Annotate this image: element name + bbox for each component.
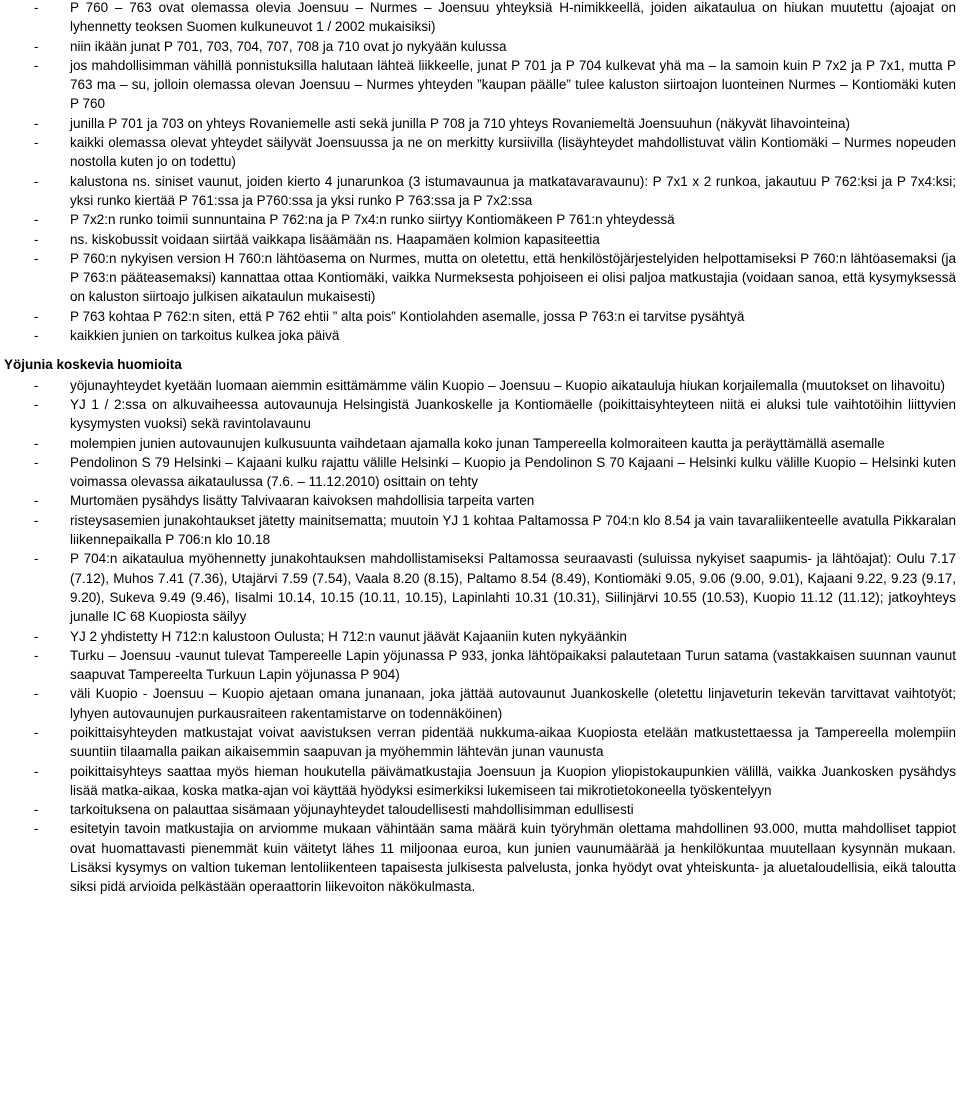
list-item-text: Turku – Joensuu -vaunut tulevat Tampereelle Lapin yöjunassa P 933, jonka lähtöpaikaksi palautetaan Turun satama (vastakkaisen suunnan vaunut saapuvat Tampereelta Turkuun Lapin yöjunassa P 904): [70, 647, 956, 683]
list-item: [0, 307, 960, 326]
bullet-dash: -: [34, 250, 39, 266]
list-item: [0, 684, 960, 723]
bullet-dash: -: [34, 628, 39, 644]
list-item: [0, 511, 960, 550]
bullet-dash: -: [34, 724, 39, 740]
bullet-dash: -: [34, 435, 39, 451]
bullet-dash: -: [34, 308, 39, 324]
list-item: [0, 819, 960, 896]
list-item-text: P 760 – 763 ovat olemassa olevia Joensuu – Nurmes – Joensuu yhteyksiä H-nimikkeellä, joiden aikataulua on hiukan muutettu (ajoajat on lyhennetty teoksen Suomen kulkuneuvot 1 / 2002 mukaisiksi): [70, 0, 956, 35]
list-item: [0, 210, 960, 229]
list-item-text: yöjunayhteydet kyetään luomaan aiemmin esittämämme välin Kuopio – Joensuu – Kuopio aikatauluja hiukan korjailemalla (muutokset on lihavoitu): [70, 377, 945, 393]
list-item-text: jos mahdollisimman vähillä ponnistuksilla halutaan lähteä liikkeelle, junat P 701 ja P 704 kulkevat yhä ma – la samoin kuin P 7x2 ja P 7x1, mutta P 763 ma – su, jolloin olemassa olevan Joensuu – Nurmes yhteyden ”kaupan päälle” tulee kaluston siirtoajon luonteinen Nurmes – Kontiomäki kuten P 760: [70, 57, 956, 112]
list-item: [0, 230, 960, 249]
list-item-text: esitetyin tavoin matkustajia on arviomme mukaan vähintään sama määrä kuin työryhmän olettama mahdollinen 93.000, mutta mahdolliset tappiot ovat huomattavasti pienemmät kuin väitetyt lähes 11 miljoonaa euroa, kun junien vaunumäärää ja henkilökuntaa muutellaan kysynnän mukaan. Lisäksi kysymys on valtion tukeman lentoliikenteen tapaisesta julkisesta palvelusta, jonka hyödyt ovat yhteiskunta- ja aluetaloudellisia, eikä taloutta siksi pidä arvioida pelkästään operaattorin liikevoiton näkökulmasta.: [70, 821, 956, 895]
section1-list: [0, 0, 960, 345]
list-item-text: poikittaisyhteys saattaa myös hieman houkutella päivämatkustajia Joensuun ja Kuopion yliopistokaupunkien välillä, vaikka Juankosken pysähdys lisää matka-aikaa, koska matka-ajan voi käyttää hyödyksi esimerkiksi lukemiseen tai mikrotietokoneella työskentelyyn: [70, 763, 956, 798]
bullet-dash: -: [34, 647, 39, 663]
list-item: [0, 37, 960, 56]
list-item-text: poikittaisyhteyden matkustajat voivat aavistuksen verran pidentää nukkuma-aikaa Kuopiosta etelään matkustettaessa ja Tampereella molempiin suuntiin tilaamalla paikan aikaisemmin saapuvan ja myöhemmin lähtevän junan vaunusta: [70, 724, 956, 760]
list-item: [0, 249, 960, 307]
bullet-dash: -: [34, 493, 39, 509]
list-item-text: tarkoituksena on palauttaa sisämaan yöjunayhteydet taloudellisesti mahdollisimman edullisesti: [70, 802, 634, 818]
list-item: [0, 56, 960, 114]
bullet-dash: -: [34, 115, 39, 131]
list-item: [0, 723, 960, 762]
list-item: [0, 133, 960, 172]
list-item: [0, 376, 960, 395]
list-item-text: kaikkien junien on tarkoitus kulkea joka päivä: [70, 328, 340, 344]
list-item: [0, 627, 960, 646]
list-item: [0, 491, 960, 510]
section2-list: [0, 376, 960, 897]
bullet-dash: -: [34, 821, 39, 837]
list-item: [0, 800, 960, 819]
bullet-dash: -: [34, 551, 39, 567]
list-item-text: kaikki olemassa olevat yhteydet säilyvät Joensuussa ja ne on merkitty kursiivilla (lisäyhteydet mahdollistuvat välin Kontiomäki – Nurmes nopeuden nostolla kuten jo on todettu): [70, 135, 956, 170]
list-item-text: kalustona ns. siniset vaunut, joiden kierto 4 junarunkoa (3 istumavaunua ja matkatavaravaunu): P 7x1 x 2 runkoa, jakautuu P 762:ksi ja P 7x4:ksi; yksi runko kiertää P 761:ssa ja P760:ssa ja yksi runko P 763:ssa ja P 7x2:ssa: [70, 173, 956, 208]
bullet-dash: -: [34, 328, 39, 344]
bullet-dash: -: [34, 0, 39, 15]
bullet-dash: -: [34, 173, 39, 189]
list-item: [0, 646, 960, 685]
bullet-dash: -: [34, 135, 39, 151]
bullet-dash: -: [34, 38, 39, 54]
list-item-text: YJ 1 / 2:ssa on alkuvaiheessa autovaunuja Helsingistä Juankoskelle ja Kontiomäelle (poikittaisyhteyteen niitä ei aluksi tule vaihtotöihin liittyvien kysymysten vuoksi) sekä ravintolavaunu: [70, 396, 956, 432]
bullet-dash: -: [34, 231, 39, 247]
list-item-text: P 763 kohtaa P 762:n siten, että P 762 ehtii ” alta pois” Kontiolahden asemalle, jossa P 763:n ei tarvitse pysähtyä: [70, 308, 745, 324]
list-item-text: P 704:n aikataulua myöhennetty junakohtauksen mahdollistamiseksi Paltamossa seuraavasti (suluissa nykyiset saapumis- ja lähtöajat): Oulu 7.17 (7.12), Muhos 7.41 (7.36), Utajärvi 7.59 (7.54), Vaala 8.20 (8.15), Paltamo 8.54 (8.49), Kontiomäki 9.05, 9.06 (9.00, 9.01), Kajaani 9.22, 9.23 (9.17, 9.20), Sukeva 9.49 (9.46), Iisalmi 10.14, 10.15 (10.11, 10.15), Lapinlahti 10.31 (10.31), Siilinjärvi 10.55 (10.53), Kuopio 11.12 (11.12); jatkoyhteys junalle IC 68 Kuopiosta säilyy: [70, 551, 956, 625]
list-item-text: niin ikään junat P 701, 703, 704, 707, 708 ja 710 ovat jo nykyään kulussa: [70, 38, 507, 54]
list-item: [0, 762, 960, 801]
bullet-dash: -: [34, 212, 39, 228]
list-item: [0, 549, 960, 626]
list-item-text: väli Kuopio - Joensuu – Kuopio ajetaan omana junanaan, joka jättää autovaunut Juankoskelle (oletettu linjaveturin tekevän tarvittavat vaihtotyöt; lyhyen autovaunujen purkausraiteen rakentamistarve on todennäköinen): [70, 686, 956, 721]
list-item-text: P 7x2:n runko toimii sunnuntaina P 762:na ja P 7x4:n runko siirtyy Kontiomäkeen P 761:n yhteydessä: [70, 212, 675, 228]
list-item: [0, 172, 960, 211]
list-item-text: Pendolinon S 79 Helsinki – Kajaani kulku rajattu välille Helsinki – Kuopio ja Pendolinon S 70 Kajaani – Helsinki kulku välille Kuopio – Helsinki kuten voimassa olevassa aikataulussa (7.6. – 11.12.2010) osittain on tehty: [70, 454, 956, 490]
list-item: [0, 395, 960, 434]
list-item-text: risteysasemien junakohtaukset jätetty mainitsematta; muutoin YJ 1 kohtaa Paltamossa P 704:n klo 8.54 ja vain tavaraliikenteelle avatulla Pikkaralan liikennepaikalla P 706:n klo 10.18: [70, 512, 956, 548]
list-item: [0, 434, 960, 453]
list-item: [0, 0, 960, 37]
section-heading: Yöjunia koskevia huomioita: [4, 357, 182, 373]
list-item: [0, 114, 960, 133]
bullet-dash: -: [34, 57, 39, 73]
list-item-text: YJ 2 yhdistetty H 712:n kalustoon Oulusta; H 712:n vaunut jäävät Kajaaniin kuten nykyäänkin: [70, 628, 627, 644]
bullet-dash: -: [34, 763, 39, 779]
bullet-dash: -: [34, 686, 39, 702]
bullet-dash: -: [34, 512, 39, 528]
list-item-text: junilla P 701 ja 703 on yhteys Rovaniemelle asti sekä junilla P 708 ja 710 yhteys Rovaniemeltä Joensuuhun (näkyvät lihavointeina): [70, 115, 850, 131]
bullet-dash: -: [34, 802, 39, 818]
bullet-dash: -: [34, 377, 39, 393]
list-item-text: molempien junien autovaunujen kulkusuunta vaihdetaan ajamalla koko junan Tampereella kolmoraiteen kautta ja peräyttämällä asemalle: [70, 435, 885, 451]
bullet-dash: -: [34, 454, 39, 470]
list-item: [0, 453, 960, 492]
list-item-text: P 760:n nykyisen version H 760:n lähtöasema on Nurmes, mutta on oletettu, että henkilöstöjärjestelyiden helpottamiseksi P 760:n lähtöasemaksi (ja P 763:n pääteasemaksi) kannattaa ottaa Kontiomäki, vaikka Nurmeksesta pohjoiseen ei olisi paljoa matkustajia (voidaan sanoa, että kysymyksessä on kaluston siirtoajo julkisen aikataulun mukaisesti): [70, 250, 956, 305]
bullet-dash: -: [34, 396, 39, 412]
list-item-text: Murtomäen pysähdys lisätty Talvivaaran kaivoksen mahdollisia tarpeita varten: [70, 493, 535, 509]
list-item: [0, 326, 960, 345]
list-item-text: ns. kiskobussit voidaan siirtää vaikkapa lisäämään ns. Haapamäen kolmion kapasiteettia: [70, 231, 600, 247]
